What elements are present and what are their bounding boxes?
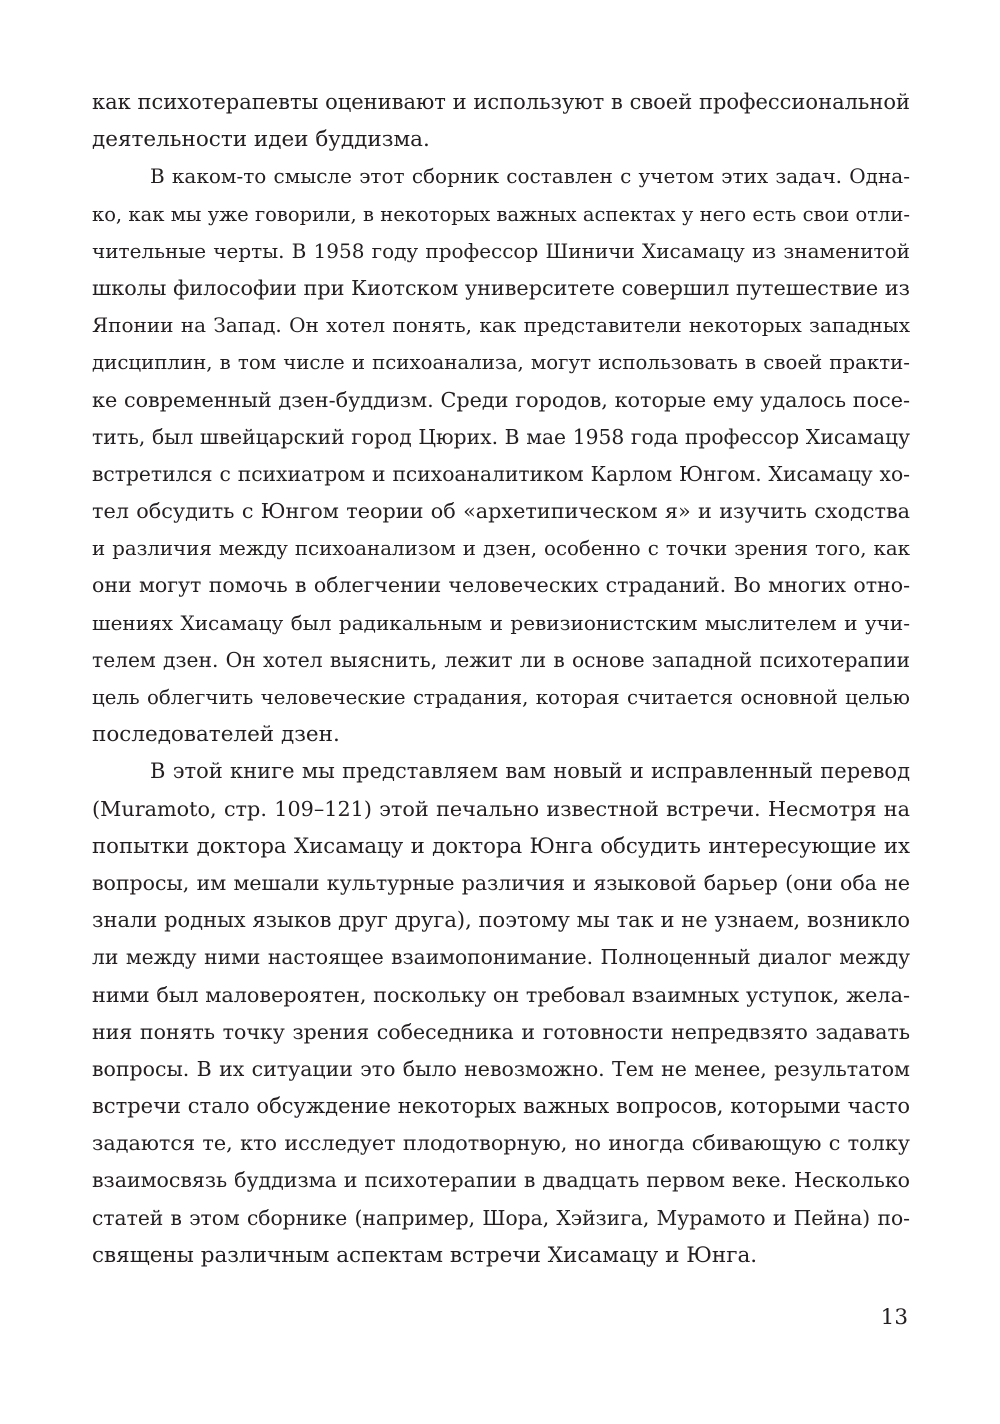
text-line: деятельности идеи буддизма. [92,127,430,153]
paragraph-2 [92,158,910,753]
text-line: ния понять точку зрения собеседника и готовности непредвзято задавать [92,1019,910,1044]
text-line: тел обсудить с Юнгом теории об «архетипическом я» и изучить сходства [92,499,910,524]
text-line: знали родных языков друг друга), поэтому мы так и не узнаем, возникло [92,908,910,933]
text-line: взаимосвязь буддизма и психотерапии в двадцать первом веке. Несколько [92,1168,910,1193]
text-line: чительные черты. В 1958 году профессор Шиничи Хисамацу из знаменитой [92,238,910,263]
body-text [92,84,910,1274]
text-line: телем дзен. Он хотел выяснить, лежит ли в основе западной психотерапии [92,647,910,672]
text-line: ко, как мы уже говорили, в некоторых важных аспектах у него есть свои отли- [92,202,910,226]
text-line: они могут помочь в облегчении человеческих страданий. Во многих отно- [92,573,910,598]
text-line: ними был маловероятен, поскольку он требовал взаимных уступок, жела- [92,982,910,1007]
text-line: как психотерапевты оценивают и используют в своей профессиональной [92,90,910,114]
text-line: цель облегчить человеческие страдания, которая считается основной целью [92,686,910,709]
text-line: вопросы. В их ситуации это было невозможно. Тем не менее, результатом [92,1056,910,1081]
text-line: В этой книге мы представляем вам новый и исправленный перевод [150,759,910,784]
text-line: встретился с психиатром и психоаналитиком Карлом Юнгом. Хисамацу хо- [92,461,910,486]
text-line: статей в этом сборнике (например, Шора, Хэйзига, Мурамото и Пейна) по- [92,1205,910,1230]
text-line: и различия между психоанализом и дзен, особенно с точки зрения того, как [92,537,910,561]
text-line: священы различным аспектам встречи Хисамацу и Юнга. [92,1242,758,1268]
paragraph-1 [92,84,910,158]
text-line: В каком-то смысле этот сборник составлен с учетом этих задач. Одна- [150,164,910,189]
text-line: ке современный дзен-буддизм. Среди городов, которые ему удалось посе- [92,387,910,412]
text-line: (Muramoto, стр. 109–121) этой печально известной встречи. Несмотря на [92,796,910,821]
text-line: вопросы, им мешали культурные различия и языковой барьер (они оба не [92,870,910,895]
text-line: последователей дзен. [92,722,340,748]
text-line: Японии на Запад. Он хотел понять, как представители некоторых западных [92,313,910,338]
text-line: тить, был швейцарский город Цюрих. В мае 1958 года профессор Хисамацу [92,424,910,449]
text-line: ли между ними настоящее взаимопонимание. Полноценный диалог между [92,945,910,970]
text-line: школы философии при Киотском университете совершил путешествие из [92,275,910,300]
page-number: 13 [880,1305,908,1330]
text-line: попытки доктора Хисамацу и доктора Юнга обсудить интересующие их [92,833,910,859]
paragraph-3 [92,753,910,1274]
text-line: встречи стало обсуждение некоторых важных вопросов, которыми часто [92,1094,910,1119]
text-line: шениях Хисамацу был радикальным и ревизионистским мыслителем и учи- [92,610,910,635]
text-line: дисциплин, в том числе и психоанализа, могут использовать в своей практи- [92,351,910,375]
text-line: задаются те, кто исследует плодотворную, но иногда сбивающую с толку [92,1131,910,1156]
